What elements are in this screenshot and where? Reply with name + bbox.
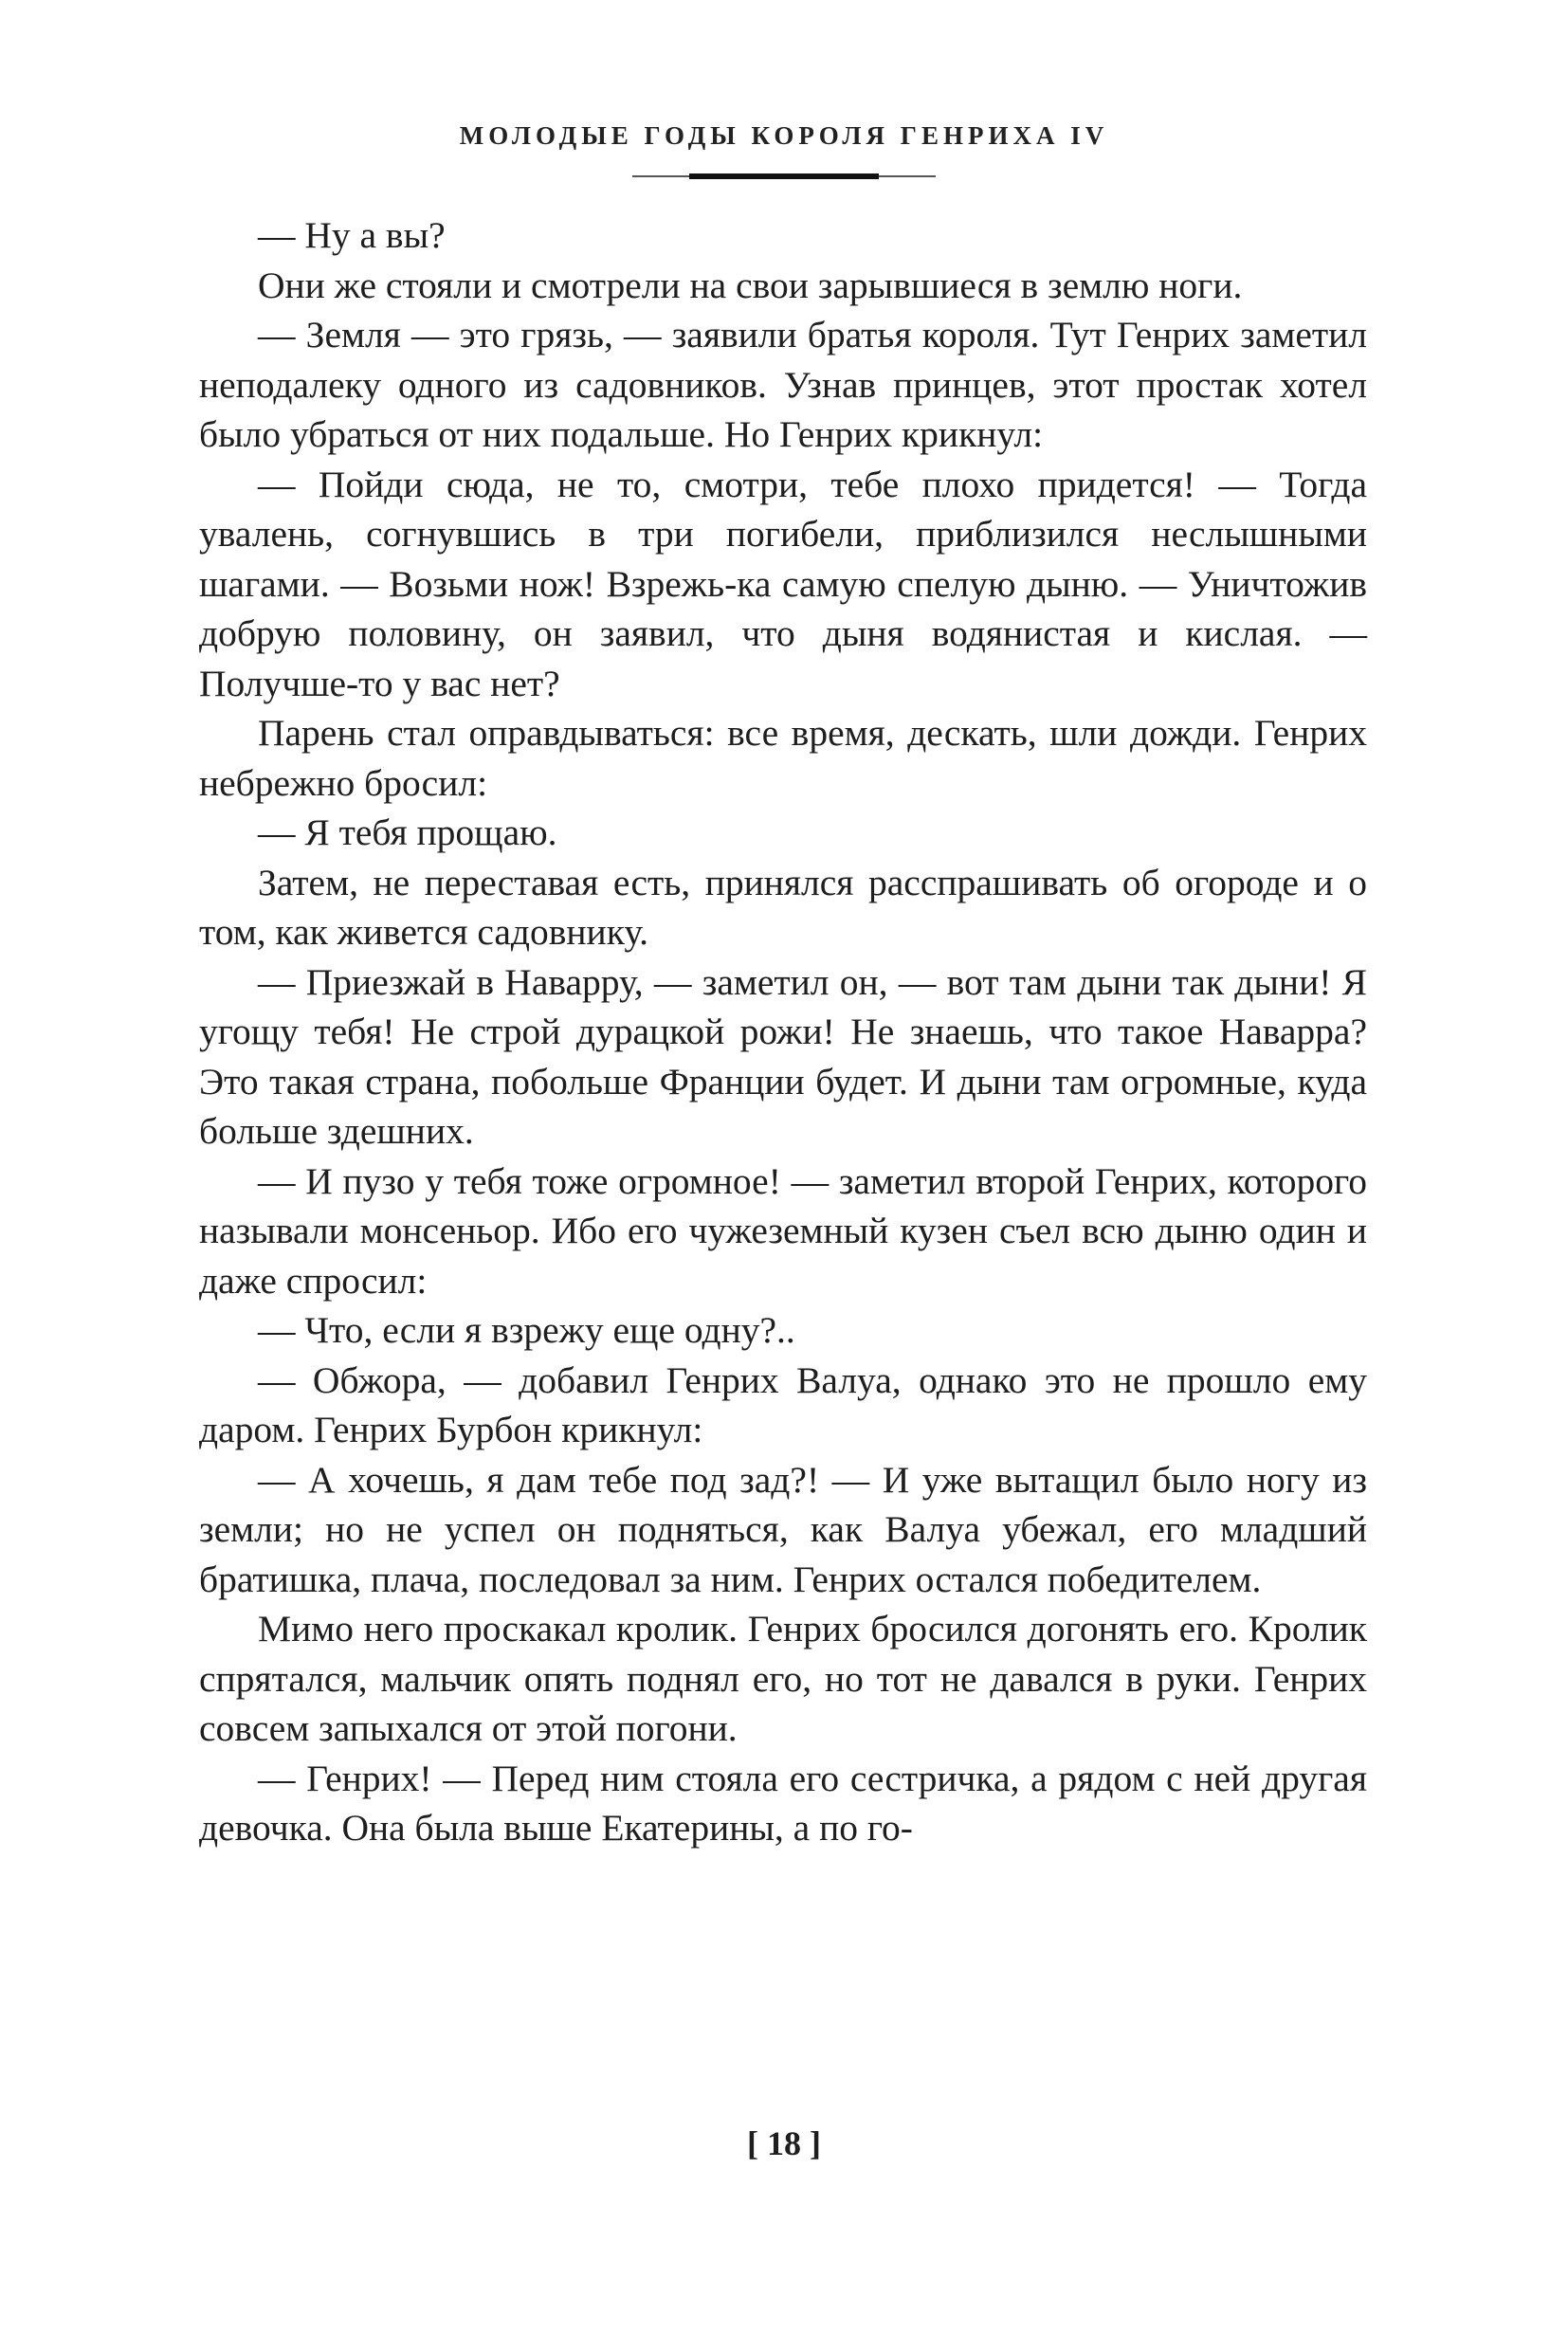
- paragraph: — Генрих! — Перед ним стояла его сестричка, а рядом с ней другая девочка. Она была выше Екатерины, а по го-: [199, 1757, 1367, 1849]
- running-head: МОЛОДЫЕ ГОДЫ КОРОЛЯ ГЕНРИХА IV: [459, 121, 1109, 150]
- paragraph: — А хочешь, я дам тебе под зад?! — И уже вытащил было ногу из земли; но не успел он подняться, как Валуа убежал, его младший братишка, плача, последовал за ним. Генрих остался победителем.: [199, 1458, 1367, 1600]
- paragraph: Парень стал оправдываться: все время, дескать, шли дожди. Генрих небрежно бросил:: [199, 712, 1367, 804]
- running-head-rule-accent: [689, 173, 879, 179]
- paragraph: — Пойди сюда, не то, смотри, тебе плохо придется! — Тогда увалень, согнувшись в три погибели, приблизился неслышными шагами. — Возьми нож! Взрежь-ка самую спелую дыню. — Уничтожив добрую половину, он заявил, что дыня водянистая и кислая. — Получше-то у вас нет?: [199, 463, 1367, 704]
- paragraph: — И пузо у тебя тоже огромное! — заметил второй Генрих, которого называли монсеньор. Ибо его чужеземный кузен съел всю дыню один и даже спросил:: [199, 1159, 1367, 1302]
- paragraph: — Я тебя прощаю.: [258, 811, 557, 853]
- paragraph: Мимо него проскакал кролик. Генрих бросился догонять его. Кролик спрятался, мальчик опять поднял его, но тот не давался в руки. Генрих совсем запыхался от этой погони.: [199, 1608, 1367, 1749]
- paragraph: — Ну а вы?: [258, 214, 446, 256]
- paragraph: Они же стояли и смотрели на свои зарывшиеся в землю ноги.: [258, 264, 1243, 306]
- paragraph: — Приезжай в Наварру, — заметил он, — вот там дыни так дыни! Я угощу тебя! Не строй дурацкой рожи! Не знаешь, что такое Наварра? Это такая страна, побольше Франции будет. И дыни там огромные, куда больше здешних.: [199, 960, 1367, 1152]
- paragraph: — Обжора, — добавил Генрих Валуа, однако это не прошло ему даром. Генрих Бурбон крикнул:: [199, 1358, 1367, 1450]
- page-number: [ 18 ]: [747, 2124, 821, 2162]
- body-text: [199, 210, 1367, 1853]
- paragraph: — Что, если я взрежу еще одну?..: [258, 1309, 795, 1351]
- paragraph: Затем, не переставая есть, принялся расспрашивать об огороде и о том, как живется садовнику.: [199, 861, 1367, 953]
- paragraph: — Земля — это грязь, — заявили братья короля. Тут Генрих заметил неподалеку одного из садовников. Узнав принцев, этот простак хотел было убраться от них подальше. Но Генрих крикнул:: [199, 314, 1367, 455]
